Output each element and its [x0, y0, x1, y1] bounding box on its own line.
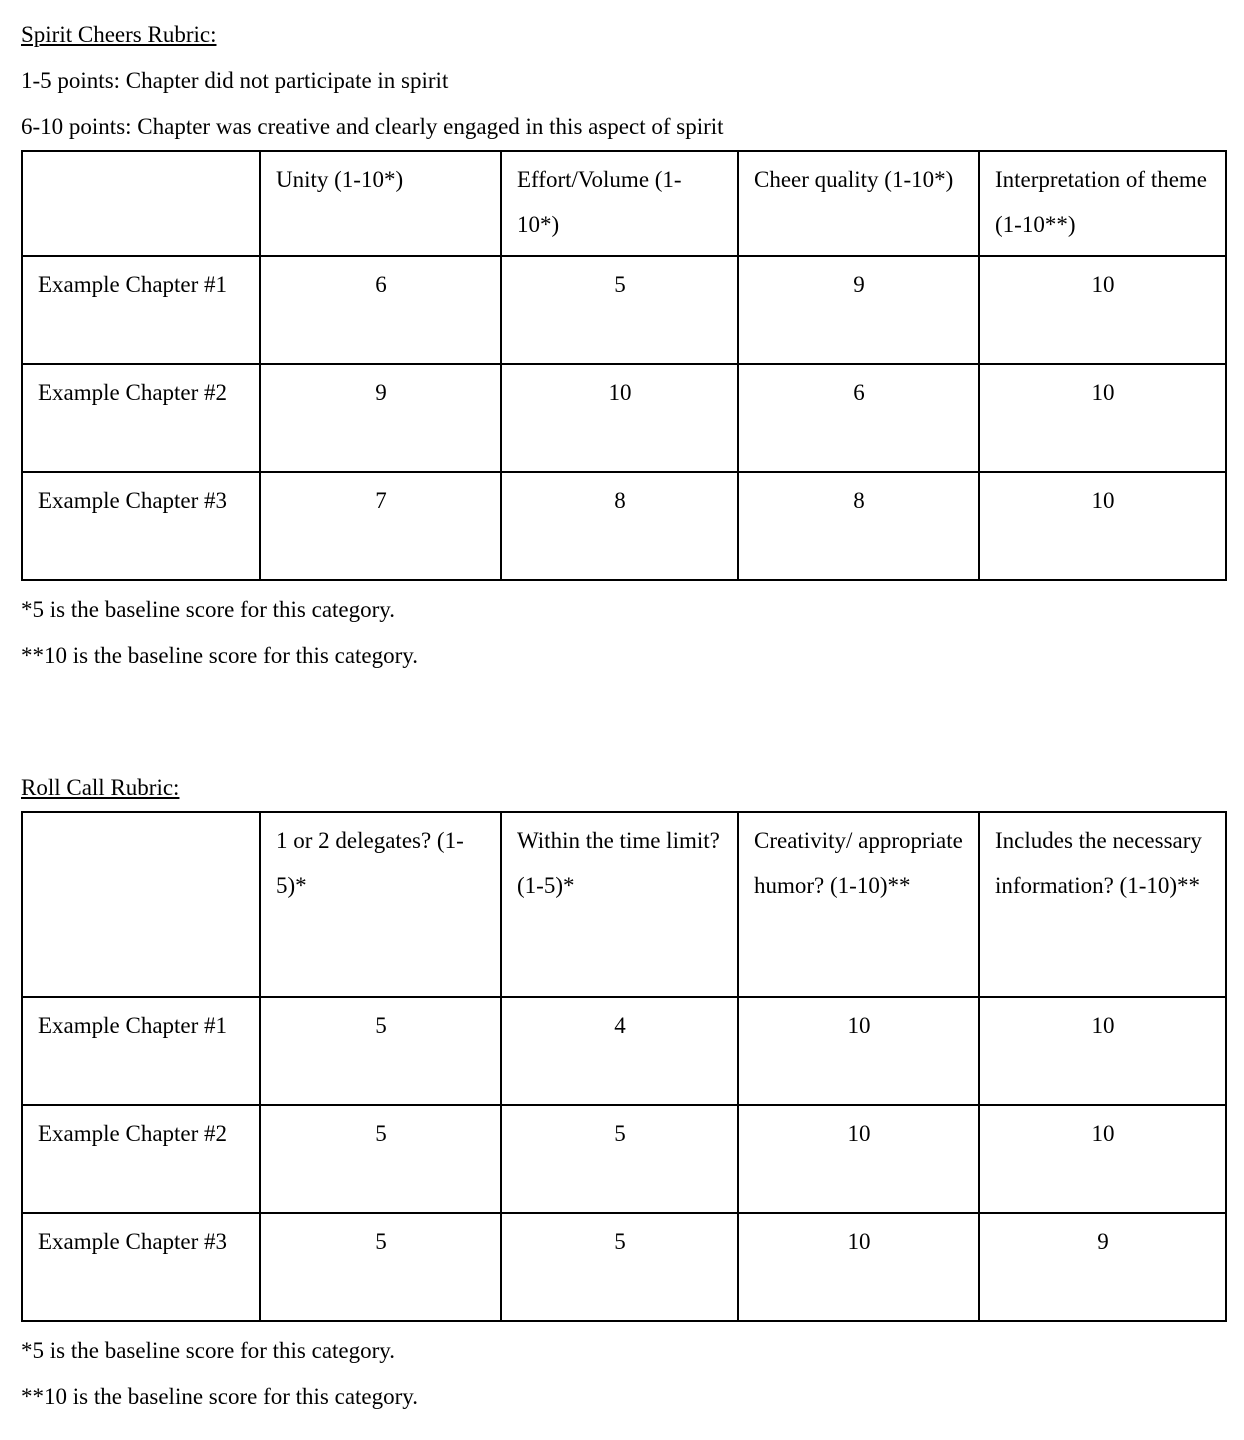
- score-cell: 8: [501, 472, 738, 580]
- score-cell: 5: [501, 1213, 738, 1321]
- score-cell: 6: [260, 256, 501, 364]
- row-label: Example Chapter #2: [22, 1105, 260, 1213]
- column-header-effort-volume: Effort/Volume (1-10*): [501, 151, 738, 256]
- column-header-interpretation: Interpretation of theme (1-10**): [979, 151, 1226, 256]
- row-label: Example Chapter #1: [22, 997, 260, 1105]
- score-cell: 9: [738, 256, 979, 364]
- score-cell: 10: [738, 997, 979, 1105]
- roll-call-heading: Roll Call Rubric:: [21, 775, 180, 800]
- score-cell: 10: [979, 364, 1226, 472]
- row-label: Example Chapter #3: [22, 1213, 260, 1321]
- score-cell: 5: [260, 997, 501, 1105]
- spirit-cheers-heading: Spirit Cheers Rubric:: [21, 22, 217, 47]
- table-row: [22, 472, 1226, 580]
- spirit-intro-line-2: 6-10 points: Chapter was creative and clearly engaged in this aspect of spirit: [21, 114, 724, 139]
- score-cell: 5: [501, 256, 738, 364]
- score-cell: 10: [738, 1213, 979, 1321]
- table-row: [22, 997, 1226, 1105]
- row-label: Example Chapter #3: [22, 472, 260, 580]
- table-row: [22, 1105, 1226, 1213]
- score-cell: 10: [979, 472, 1226, 580]
- spirit-cheers-table: [21, 150, 1227, 581]
- score-cell: 8: [738, 472, 979, 580]
- column-header-cheer-quality: Cheer quality (1-10*): [738, 151, 979, 256]
- column-header-blank: [22, 812, 260, 997]
- table-header-row: [22, 151, 1226, 256]
- footnote: **10 is the baseline score for this category.: [21, 1384, 419, 1409]
- table-row: [22, 364, 1226, 472]
- score-cell: 6: [738, 364, 979, 472]
- table-header-row: [22, 812, 1226, 997]
- score-cell: 5: [260, 1213, 501, 1321]
- score-cell: 10: [979, 1105, 1226, 1213]
- row-label: Example Chapter #1: [22, 256, 260, 364]
- score-cell: 5: [501, 1105, 738, 1213]
- column-header-time-limit: Within the time limit? (1-5)*: [501, 812, 738, 997]
- roll-call-footnotes: [21, 1328, 1225, 1420]
- score-cell: 10: [979, 256, 1226, 364]
- column-header-delegates: 1 or 2 delegates? (1-5)*: [260, 812, 501, 997]
- table-row: [22, 1213, 1226, 1321]
- score-cell: 9: [979, 1213, 1226, 1321]
- spirit-intro-line-1: 1-5 points: Chapter did not participate in spirit: [21, 68, 449, 93]
- column-header-creativity-humor: Creativity/ appropriate humor? (1-10)**: [738, 812, 979, 997]
- score-cell: 10: [738, 1105, 979, 1213]
- column-header-necessary-information: Includes the necessary information? (1-10)**: [979, 812, 1226, 997]
- footnote: *5 is the baseline score for this category.: [21, 597, 396, 622]
- score-cell: 10: [979, 997, 1226, 1105]
- score-cell: 4: [501, 997, 738, 1105]
- column-header-blank: [22, 151, 260, 256]
- footnote: **10 is the baseline score for this category.: [21, 643, 419, 668]
- column-header-unity: Unity (1-10*): [260, 151, 501, 256]
- footnote: *5 is the baseline score for this category.: [21, 1338, 396, 1363]
- score-cell: 5: [260, 1105, 501, 1213]
- score-cell: 10: [501, 364, 738, 472]
- table-row: [22, 256, 1226, 364]
- roll-call-table: [21, 811, 1227, 1322]
- spirit-footnotes: [21, 587, 1225, 679]
- score-cell: 9: [260, 364, 501, 472]
- row-label: Example Chapter #2: [22, 364, 260, 472]
- score-cell: 7: [260, 472, 501, 580]
